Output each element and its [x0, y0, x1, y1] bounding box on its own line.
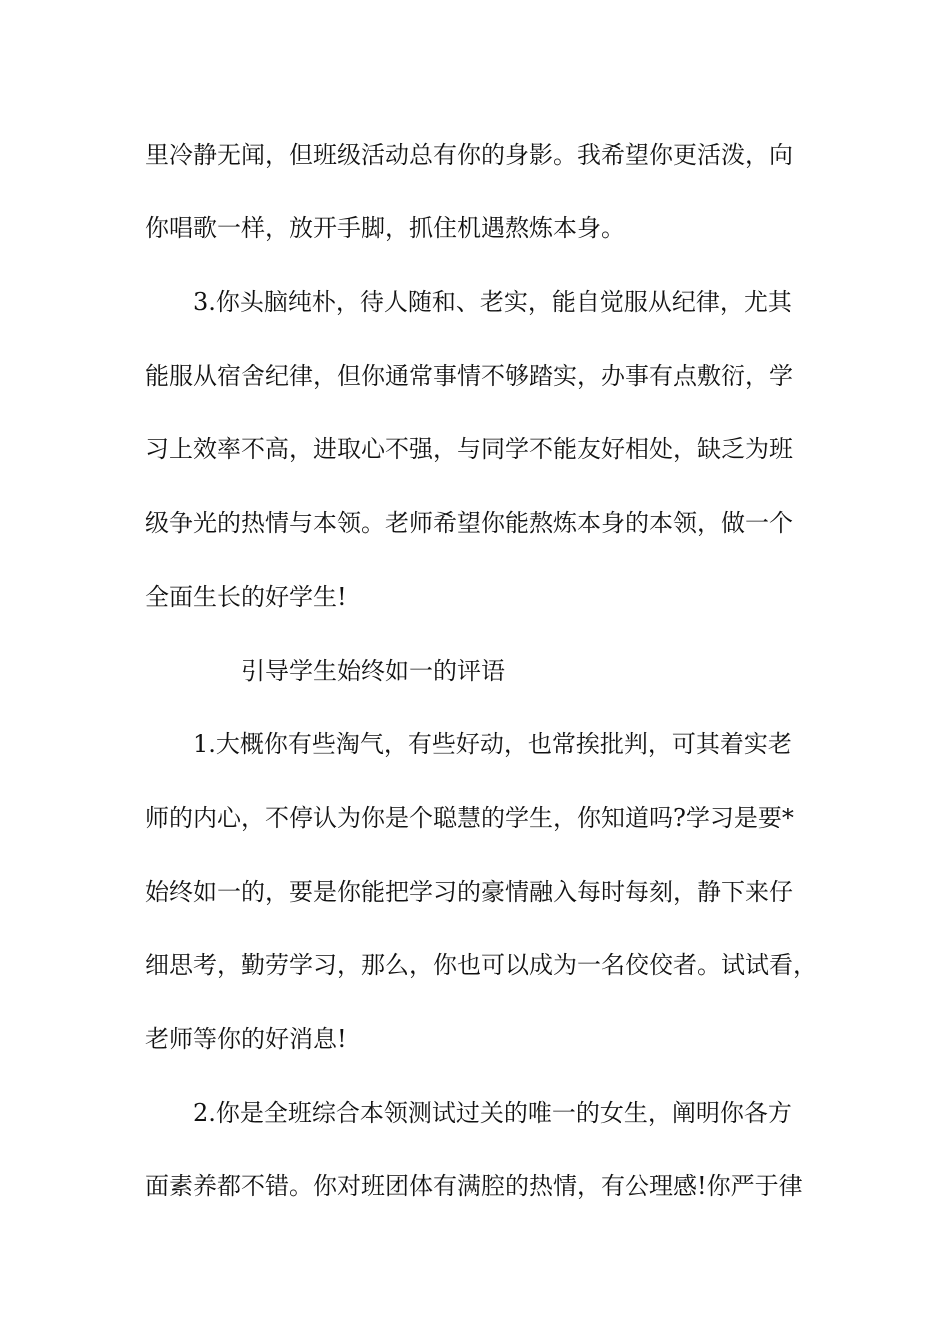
- section-heading: 引导学生始终如一的评语: [241, 657, 505, 685]
- paragraph-line: 里冷静无闻，但班级活动总有你的身影。我希望你更活泼，向: [145, 141, 793, 169]
- paragraph-line: 全面生长的好学生!: [145, 583, 347, 611]
- paragraph-line: 习上效率不高，进取心不强，与同学不能友好相处，缺乏为班: [145, 435, 793, 463]
- paragraph-line: 始终如一的，要是你能把学习的豪情融入每时每刻，静下来仔: [145, 878, 793, 906]
- paragraph-line: 1.大概你有些淘气，有些好动，也常挨批判，可其着实老: [193, 730, 792, 758]
- paragraph-line: 级争光的热情与本领。老师希望你能熬炼本身的本领，做一个: [145, 509, 793, 537]
- paragraph-line: 面素养都不错。你对班团体有满腔的热情，有公理感!你严于律: [145, 1172, 803, 1200]
- paragraph-line: 3.你头脑纯朴，待人随和、老实，能自觉服从纪律，尤其: [193, 288, 792, 316]
- paragraph-line: 老师等你的好消息!: [145, 1025, 347, 1053]
- paragraph-line: 师的内心，不停认为你是个聪慧的学生，你知道吗?学习是要*: [145, 804, 794, 832]
- paragraph-line: 细思考，勤劳学习，那么，你也可以成为一名佼佼者。试试看，: [145, 951, 817, 979]
- paragraph-line: 能服从宿舍纪律，但你通常事情不够踏实，办事有点敷衍，学: [145, 362, 793, 390]
- paragraph-line: 2.你是全班综合本领测试过关的唯一的女生，阐明你各方: [193, 1099, 792, 1127]
- paragraph-line: 你唱歌一样，放开手脚，抓住机遇熬炼本身。: [145, 214, 625, 242]
